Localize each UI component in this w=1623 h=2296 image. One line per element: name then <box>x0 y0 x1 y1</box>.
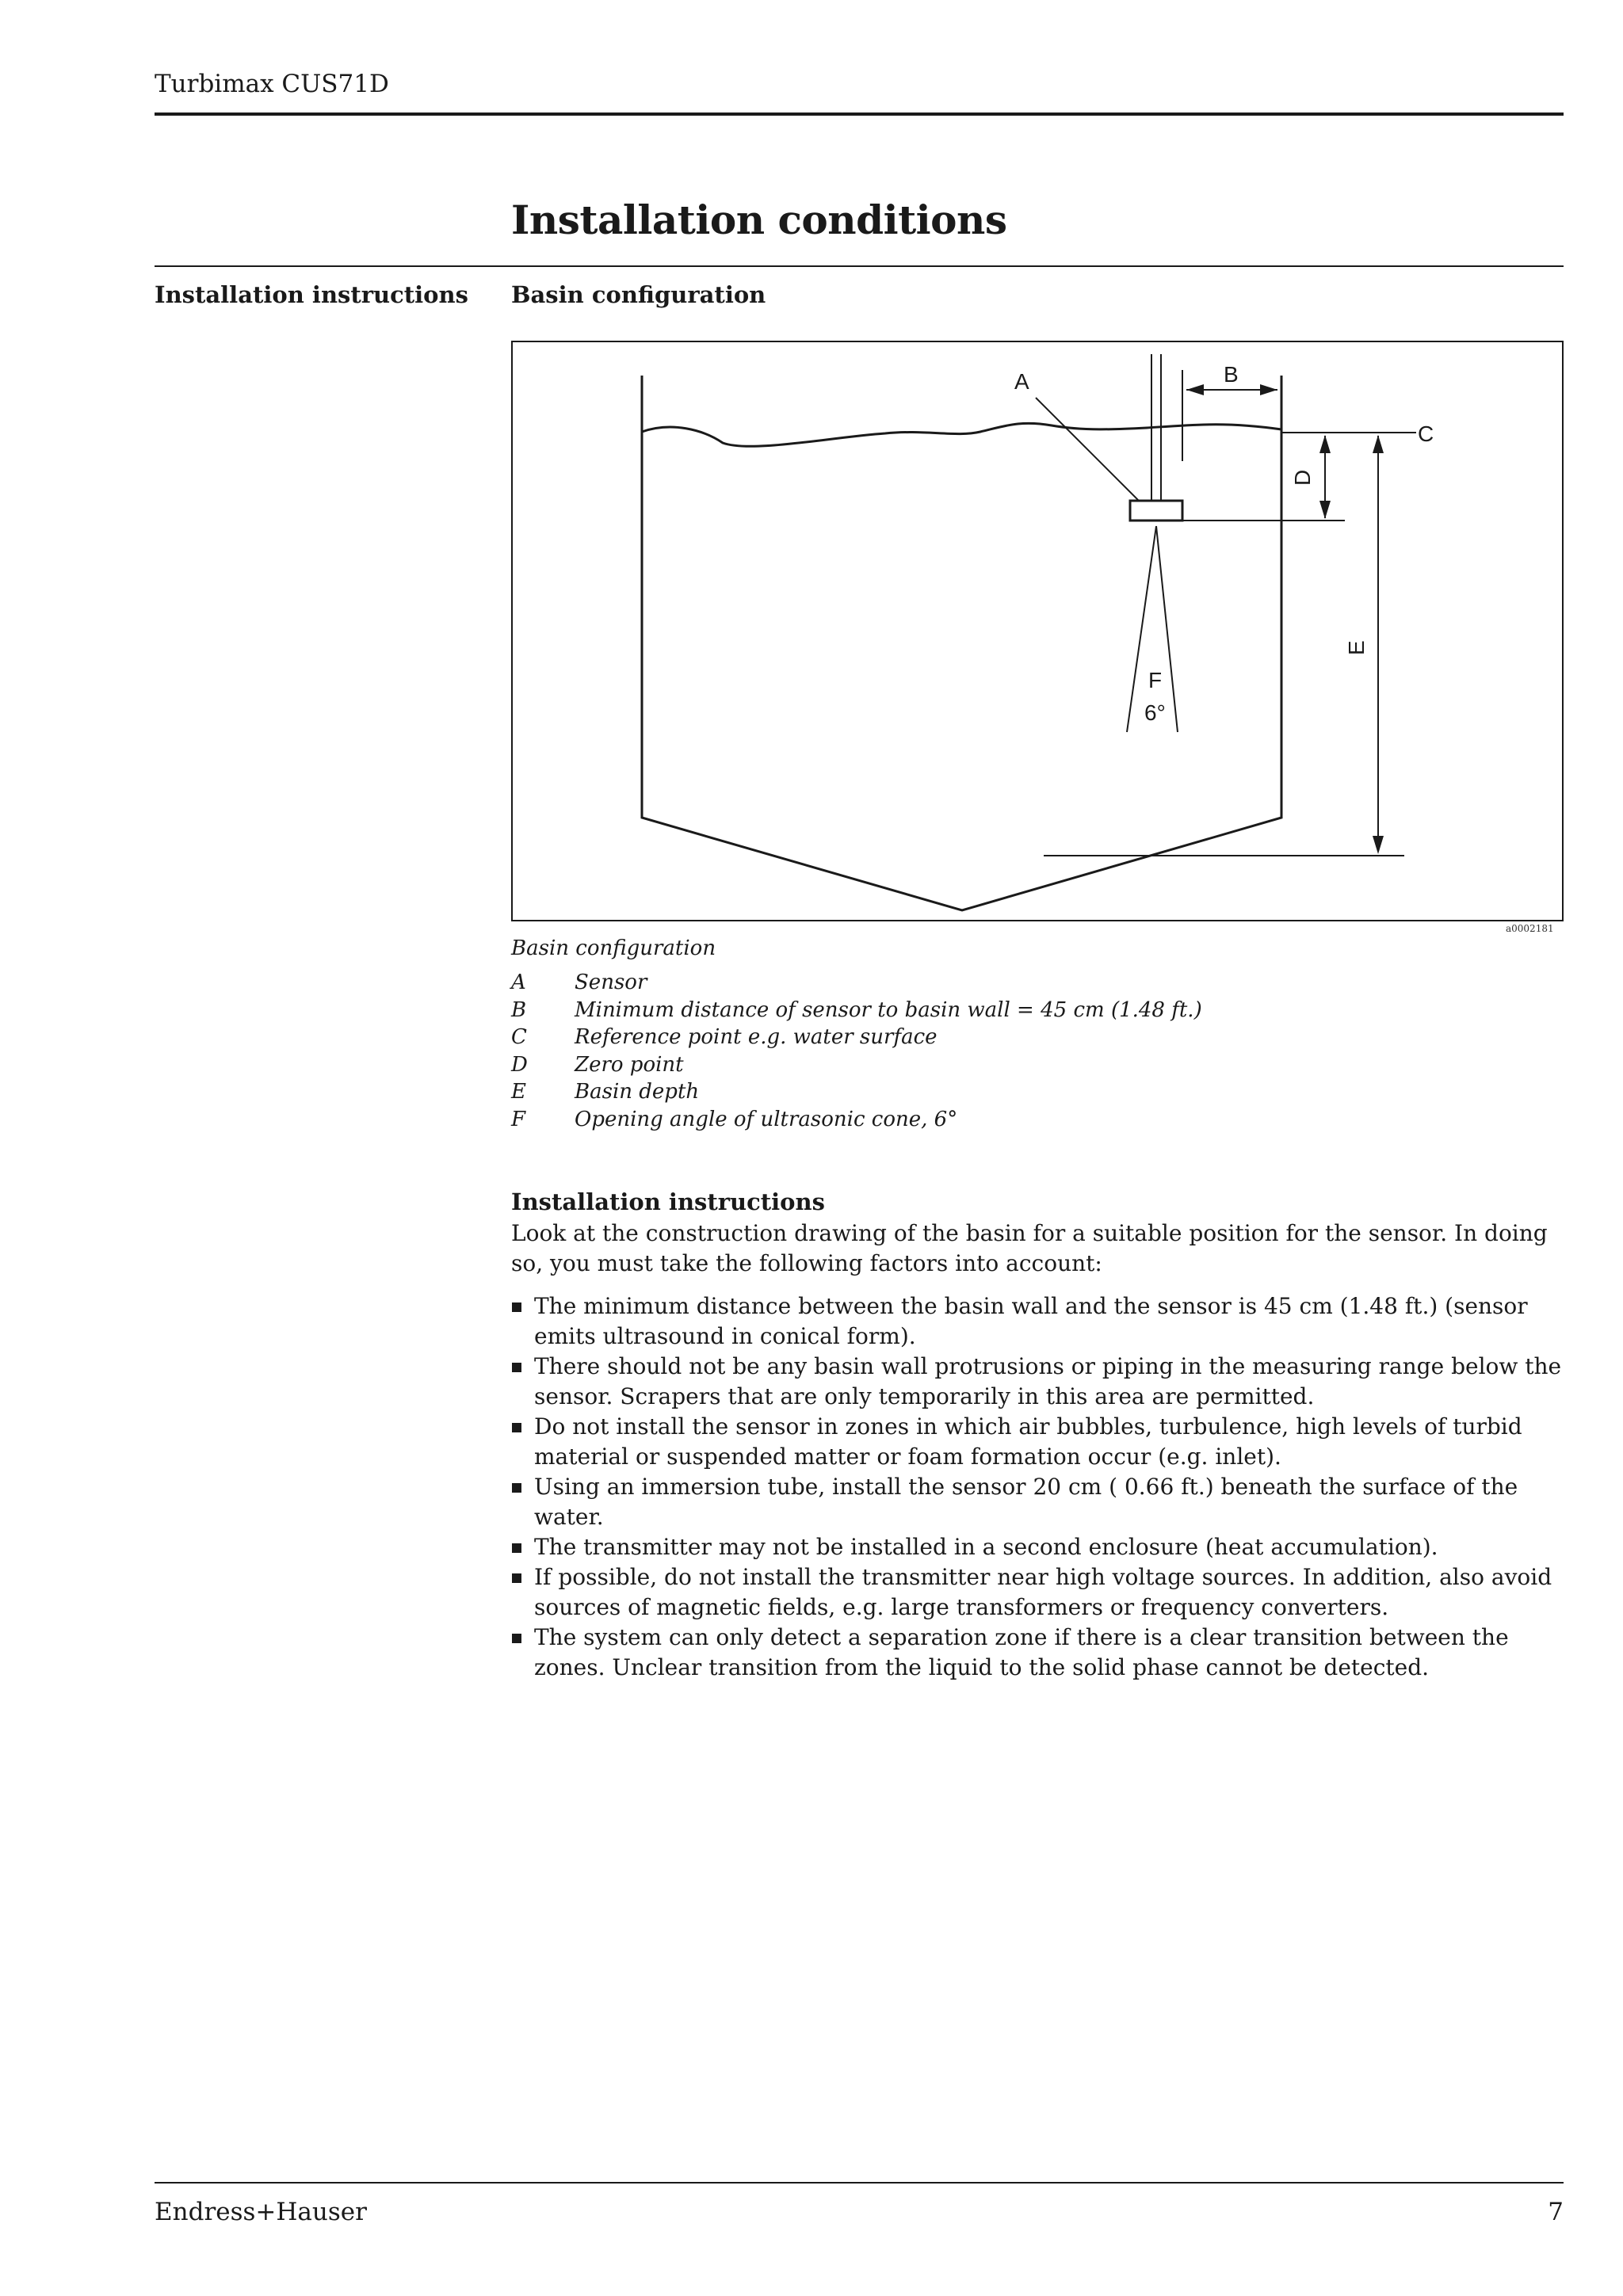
legend-text: Minimum distance of sensor to basin wall = 45 cm (1.48 ft.) <box>575 997 1202 1022</box>
list-item-text: There should not be any basin wall protrusions or piping in the measuring range below the sensor. Scrapers that are only temporarily in this area are permitted. <box>534 1353 1562 1409</box>
list-item-text: The transmitter may not be installed in a second enclosure (heat accumulation). <box>534 1534 1438 1560</box>
list-item <box>511 1532 1565 1562</box>
dim-e-arrow-top <box>1373 435 1384 453</box>
legend-text: Opening angle of ultrasonic cone, 6° <box>575 1107 958 1131</box>
label-angle: 6° <box>1144 700 1166 725</box>
label-d: D <box>1290 469 1315 486</box>
header-rule <box>155 113 1564 116</box>
bullet-square-icon <box>512 1543 521 1553</box>
legend-text: Reference point e.g. water surface <box>575 1025 938 1049</box>
list-item-text: The minimum distance between the basin wall and the sensor is 45 cm (1.48 ft.) (sensor emits ultrasound in conical form). <box>534 1293 1528 1349</box>
legend-key: A <box>511 971 526 994</box>
instruction-list <box>511 1291 1565 1683</box>
figure-id: a0002181 <box>1506 923 1554 934</box>
sub-heading: Basin configuration <box>511 281 766 308</box>
section-title: Installation instructions <box>511 1188 825 1215</box>
bullet-square-icon <box>512 1302 521 1312</box>
label-b: B <box>1224 362 1239 387</box>
intro-paragraph: Look at the construction drawing of the basin for a suitable position for the sensor. In doing so, you must take the following factors into account: <box>511 1220 1548 1276</box>
list-item <box>511 1623 1565 1683</box>
sensor-head <box>1130 501 1182 521</box>
list-item <box>511 1562 1565 1623</box>
dim-b-arrow-left <box>1186 384 1204 395</box>
footer-company: Endress+Hauser <box>155 2198 367 2226</box>
dim-d-arrow-top <box>1319 435 1331 453</box>
list-item-text: The system can only detect a separation zone if there is a clear transition between the zones. Unclear transition from the liquid to the solid phase cannot be detected. <box>534 1624 1509 1680</box>
label-a: A <box>1014 369 1029 394</box>
label-c: C <box>1418 421 1434 446</box>
heading-rule <box>155 265 1564 267</box>
document-header-title: Turbimax CUS71D <box>155 70 389 98</box>
list-item-text: If possible, do not install the transmitter near high voltage sources. In addition, also avoid sources of magnetic fields, e.g. large transformers or frequency converters. <box>534 1564 1552 1620</box>
list-item-text: Using an immersion tube, install the sensor 20 cm ( 0.66 ft.) beneath the surface of the water. <box>534 1474 1518 1530</box>
basin-outline <box>642 376 1281 910</box>
dim-d-arrow-bottom <box>1319 501 1331 519</box>
legend-key: E <box>511 1080 526 1104</box>
list-item-text: Do not install the sensor in zones in which air bubbles, turbulence, high levels of turbid material or suspended matter or foam formation occur (e.g. inlet). <box>534 1413 1522 1470</box>
list-item <box>511 1412 1565 1472</box>
page-title: Installation conditions <box>511 196 1007 243</box>
legend-key: C <box>511 1025 527 1049</box>
list-item <box>511 1472 1565 1532</box>
bullet-square-icon <box>512 1363 521 1372</box>
list-item <box>511 1352 1565 1412</box>
list-item <box>511 1291 1565 1352</box>
side-heading: Installation instructions <box>155 281 468 308</box>
legend-key: B <box>511 997 527 1022</box>
bullet-square-icon <box>512 1483 521 1493</box>
basin-diagram-svg <box>513 342 1565 923</box>
legend-key: D <box>511 1052 528 1077</box>
legend-text: Basin depth <box>575 1080 700 1104</box>
bullet-square-icon <box>512 1423 521 1432</box>
page-number: 7 <box>1548 2198 1564 2226</box>
basin-diagram <box>511 341 1564 921</box>
label-f: F <box>1148 668 1163 692</box>
legend-text: Zero point <box>575 1052 684 1077</box>
legend-text: Sensor <box>575 971 647 994</box>
bullet-square-icon <box>512 1634 521 1643</box>
bullet-square-icon <box>512 1573 521 1583</box>
label-a-leader <box>1036 398 1151 513</box>
dim-e-arrow-bottom <box>1373 836 1384 854</box>
dim-b-arrow-right <box>1260 384 1277 395</box>
footer-rule <box>155 2182 1564 2183</box>
figure-caption: Basin configuration <box>511 936 716 960</box>
water-surface <box>642 423 1281 446</box>
label-e: E <box>1344 640 1369 655</box>
legend-key: F <box>511 1107 526 1131</box>
